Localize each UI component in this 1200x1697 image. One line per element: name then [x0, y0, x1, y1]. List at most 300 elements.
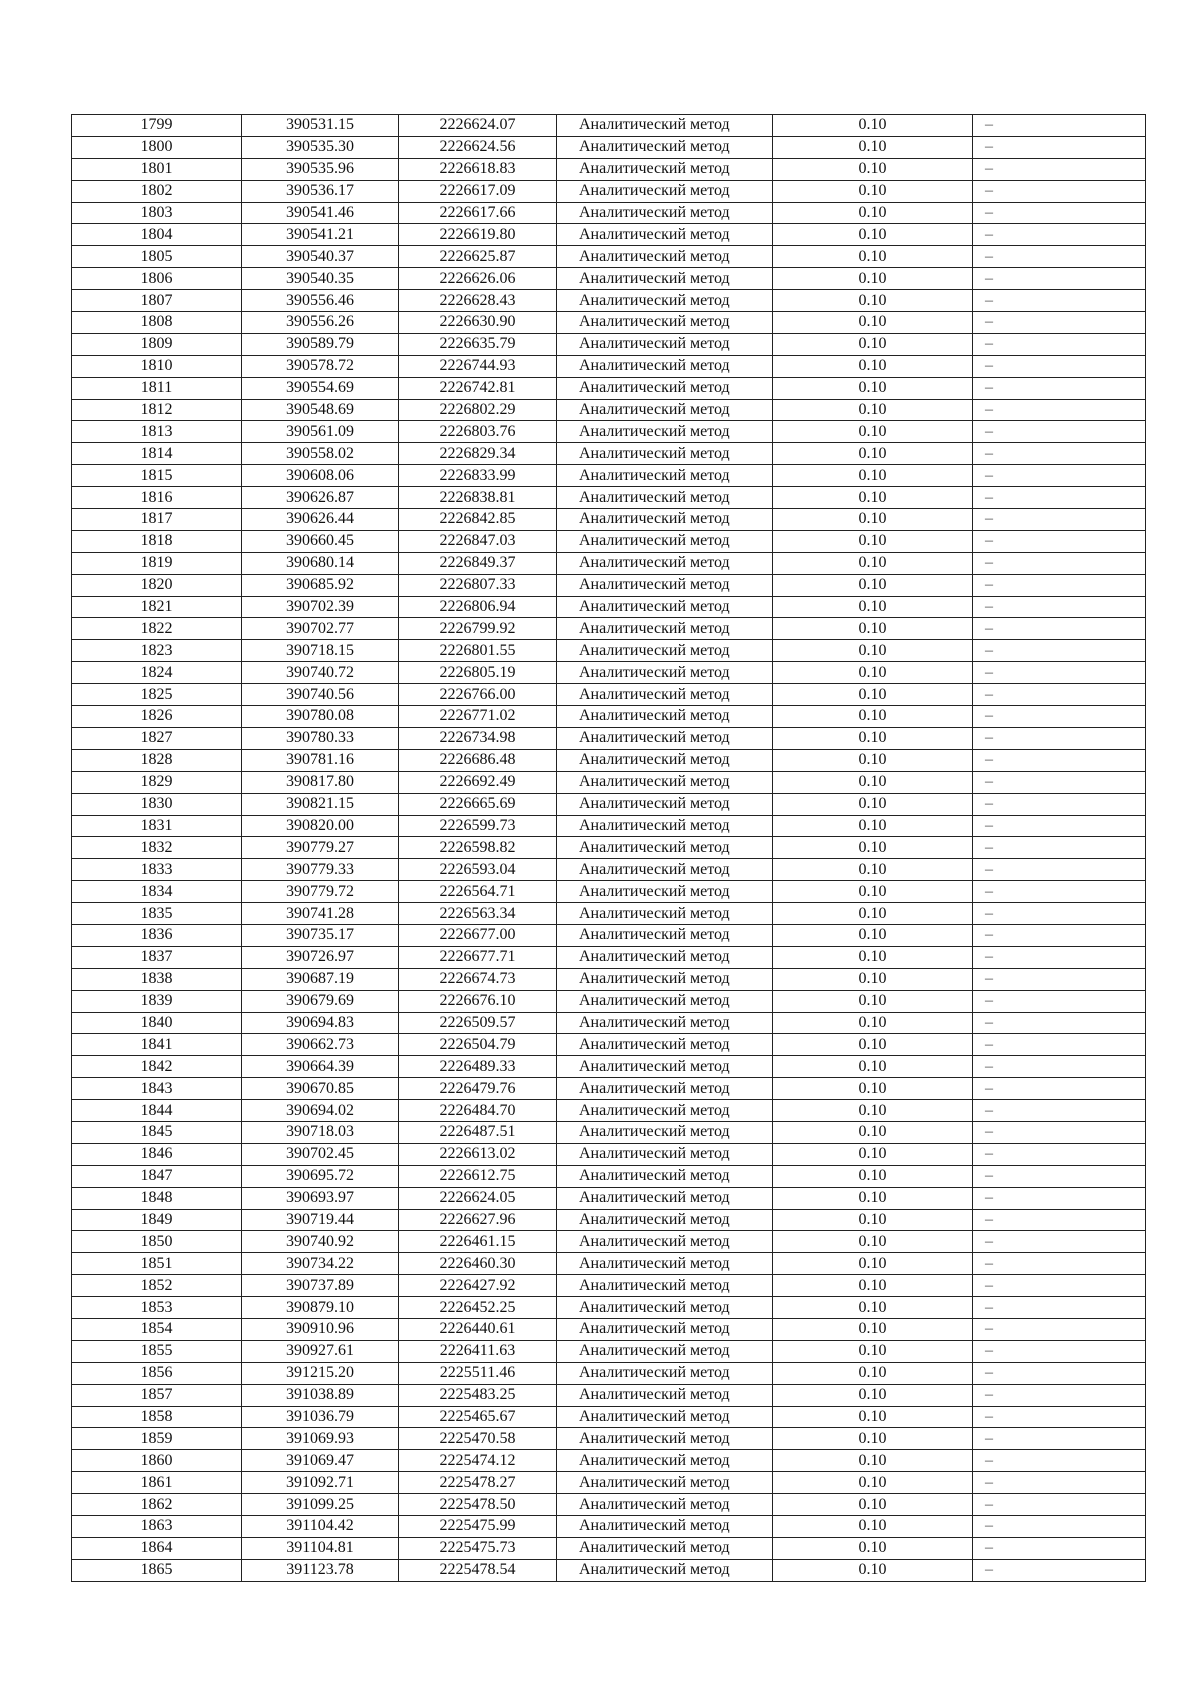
- description-cell: –: [973, 1406, 1146, 1428]
- table-row: [72, 399, 1146, 421]
- description-cell: –: [973, 1209, 1146, 1231]
- y-coordinate-cell: 2226427.92: [399, 1275, 557, 1297]
- table-row: [72, 749, 1146, 771]
- table-row: [72, 333, 1146, 355]
- method-cell: Аналитический метод: [557, 1056, 773, 1078]
- description-cell: –: [973, 202, 1146, 224]
- table-row: [72, 684, 1146, 706]
- table-row: [72, 509, 1146, 531]
- table-row: [72, 1494, 1146, 1516]
- method-cell: Аналитический метод: [557, 684, 773, 706]
- point-number-cell: 1816: [72, 487, 242, 509]
- description-cell: –: [973, 924, 1146, 946]
- y-coordinate-cell: 2226613.02: [399, 1143, 557, 1165]
- description-cell: –: [973, 268, 1146, 290]
- description-cell: –: [973, 727, 1146, 749]
- description-cell: –: [973, 749, 1146, 771]
- description-cell: –: [973, 1384, 1146, 1406]
- precision-cell: 0.10: [773, 421, 973, 443]
- y-coordinate-cell: 2226806.94: [399, 596, 557, 618]
- y-coordinate-cell: 2226833.99: [399, 465, 557, 487]
- description-cell: –: [973, 881, 1146, 903]
- point-number-cell: 1805: [72, 246, 242, 268]
- y-coordinate-cell: 2226504.79: [399, 1034, 557, 1056]
- x-coordinate-cell: 390702.39: [242, 596, 399, 618]
- precision-cell: 0.10: [773, 1450, 973, 1472]
- description-cell: –: [973, 224, 1146, 246]
- point-number-cell: 1800: [72, 136, 242, 158]
- precision-cell: 0.10: [773, 1406, 973, 1428]
- x-coordinate-cell: 390687.19: [242, 968, 399, 990]
- point-number-cell: 1820: [72, 574, 242, 596]
- table-row: [72, 115, 1146, 137]
- table-row: [72, 377, 1146, 399]
- point-number-cell: 1842: [72, 1056, 242, 1078]
- y-coordinate-cell: 2226625.87: [399, 246, 557, 268]
- method-cell: Аналитический метод: [557, 1362, 773, 1384]
- point-number-cell: 1813: [72, 421, 242, 443]
- x-coordinate-cell: 390536.17: [242, 180, 399, 202]
- y-coordinate-cell: 2225483.25: [399, 1384, 557, 1406]
- y-coordinate-cell: 2226612.75: [399, 1165, 557, 1187]
- table-row: [72, 793, 1146, 815]
- precision-cell: 0.10: [773, 771, 973, 793]
- precision-cell: 0.10: [773, 1143, 973, 1165]
- method-cell: Аналитический метод: [557, 793, 773, 815]
- x-coordinate-cell: 390693.97: [242, 1187, 399, 1209]
- x-coordinate-cell: 390740.72: [242, 662, 399, 684]
- point-number-cell: 1807: [72, 290, 242, 312]
- method-cell: Аналитический метод: [557, 1275, 773, 1297]
- precision-cell: 0.10: [773, 224, 973, 246]
- y-coordinate-cell: 2226460.30: [399, 1253, 557, 1275]
- table-row: [72, 859, 1146, 881]
- y-coordinate-cell: 2226563.34: [399, 903, 557, 925]
- method-cell: Аналитический метод: [557, 837, 773, 859]
- x-coordinate-cell: 390535.96: [242, 158, 399, 180]
- description-cell: –: [973, 1362, 1146, 1384]
- x-coordinate-cell: 390702.45: [242, 1143, 399, 1165]
- precision-cell: 0.10: [773, 1165, 973, 1187]
- table-row: [72, 1034, 1146, 1056]
- y-coordinate-cell: 2226803.76: [399, 421, 557, 443]
- precision-cell: 0.10: [773, 268, 973, 290]
- y-coordinate-cell: 2226487.51: [399, 1121, 557, 1143]
- precision-cell: 0.10: [773, 749, 973, 771]
- x-coordinate-cell: 390779.72: [242, 881, 399, 903]
- description-cell: –: [973, 859, 1146, 881]
- description-cell: –: [973, 136, 1146, 158]
- point-number-cell: 1815: [72, 465, 242, 487]
- precision-cell: 0.10: [773, 1100, 973, 1122]
- precision-cell: 0.10: [773, 815, 973, 837]
- x-coordinate-cell: 390626.44: [242, 509, 399, 531]
- precision-cell: 0.10: [773, 333, 973, 355]
- precision-cell: 0.10: [773, 290, 973, 312]
- description-cell: –: [973, 290, 1146, 312]
- table-row: [72, 946, 1146, 968]
- x-coordinate-cell: 390780.33: [242, 727, 399, 749]
- precision-cell: 0.10: [773, 1012, 973, 1034]
- precision-cell: 0.10: [773, 1472, 973, 1494]
- description-cell: –: [973, 1143, 1146, 1165]
- x-coordinate-cell: 390780.08: [242, 706, 399, 728]
- method-cell: Аналитический метод: [557, 1318, 773, 1340]
- table-row: [72, 465, 1146, 487]
- y-coordinate-cell: 2226626.06: [399, 268, 557, 290]
- x-coordinate-cell: 391092.71: [242, 1472, 399, 1494]
- point-number-cell: 1812: [72, 399, 242, 421]
- point-number-cell: 1856: [72, 1362, 242, 1384]
- precision-cell: 0.10: [773, 1034, 973, 1056]
- method-cell: Аналитический метод: [557, 1012, 773, 1034]
- precision-cell: 0.10: [773, 924, 973, 946]
- description-cell: –: [973, 618, 1146, 640]
- y-coordinate-cell: 2226619.80: [399, 224, 557, 246]
- method-cell: Аналитический метод: [557, 1494, 773, 1516]
- y-coordinate-cell: 2226849.37: [399, 552, 557, 574]
- method-cell: Аналитический метод: [557, 1078, 773, 1100]
- table-row: [72, 290, 1146, 312]
- method-cell: Аналитический метод: [557, 990, 773, 1012]
- y-coordinate-cell: 2225475.99: [399, 1516, 557, 1538]
- point-number-cell: 1849: [72, 1209, 242, 1231]
- y-coordinate-cell: 2226484.70: [399, 1100, 557, 1122]
- description-cell: –: [973, 706, 1146, 728]
- point-number-cell: 1852: [72, 1275, 242, 1297]
- precision-cell: 0.10: [773, 399, 973, 421]
- method-cell: Аналитический метод: [557, 1406, 773, 1428]
- precision-cell: 0.10: [773, 684, 973, 706]
- y-coordinate-cell: 2226628.43: [399, 290, 557, 312]
- point-number-cell: 1838: [72, 968, 242, 990]
- description-cell: –: [973, 1187, 1146, 1209]
- method-cell: Аналитический метод: [557, 1537, 773, 1559]
- method-cell: Аналитический метод: [557, 333, 773, 355]
- description-cell: –: [973, 1516, 1146, 1538]
- x-coordinate-cell: 391099.25: [242, 1494, 399, 1516]
- y-coordinate-cell: 2226624.56: [399, 136, 557, 158]
- method-cell: Аналитический метод: [557, 596, 773, 618]
- x-coordinate-cell: 390735.17: [242, 924, 399, 946]
- method-cell: Аналитический метод: [557, 224, 773, 246]
- method-cell: Аналитический метод: [557, 552, 773, 574]
- y-coordinate-cell: 2225475.73: [399, 1537, 557, 1559]
- table-row: [72, 596, 1146, 618]
- point-number-cell: 1860: [72, 1450, 242, 1472]
- table-row: [72, 268, 1146, 290]
- method-cell: Аналитический метод: [557, 1187, 773, 1209]
- x-coordinate-cell: 390608.06: [242, 465, 399, 487]
- description-cell: –: [973, 684, 1146, 706]
- method-cell: Аналитический метод: [557, 1253, 773, 1275]
- method-cell: Аналитический метод: [557, 1231, 773, 1253]
- table-row: [72, 443, 1146, 465]
- description-cell: –: [973, 509, 1146, 531]
- y-coordinate-cell: 2226618.83: [399, 158, 557, 180]
- x-coordinate-cell: 390554.69: [242, 377, 399, 399]
- method-cell: Аналитический метод: [557, 1428, 773, 1450]
- precision-cell: 0.10: [773, 1253, 973, 1275]
- description-cell: –: [973, 1318, 1146, 1340]
- y-coordinate-cell: 2226599.73: [399, 815, 557, 837]
- point-number-cell: 1804: [72, 224, 242, 246]
- table-row: [72, 1253, 1146, 1275]
- table-row: [72, 1318, 1146, 1340]
- x-coordinate-cell: 390726.97: [242, 946, 399, 968]
- description-cell: –: [973, 1559, 1146, 1581]
- method-cell: Аналитический метод: [557, 859, 773, 881]
- x-coordinate-cell: 391215.20: [242, 1362, 399, 1384]
- x-coordinate-cell: 390719.44: [242, 1209, 399, 1231]
- y-coordinate-cell: 2226452.25: [399, 1297, 557, 1319]
- y-coordinate-cell: 2226624.07: [399, 115, 557, 137]
- description-cell: –: [973, 771, 1146, 793]
- x-coordinate-cell: 390927.61: [242, 1340, 399, 1362]
- table-row: [72, 487, 1146, 509]
- method-cell: Аналитический метод: [557, 706, 773, 728]
- x-coordinate-cell: 390680.14: [242, 552, 399, 574]
- x-coordinate-cell: 390740.92: [242, 1231, 399, 1253]
- description-cell: –: [973, 487, 1146, 509]
- table-row: [72, 924, 1146, 946]
- method-cell: Аналитический метод: [557, 1516, 773, 1538]
- point-number-cell: 1837: [72, 946, 242, 968]
- description-cell: –: [973, 1253, 1146, 1275]
- table-row: [72, 530, 1146, 552]
- precision-cell: 0.10: [773, 1187, 973, 1209]
- y-coordinate-cell: 2226842.85: [399, 509, 557, 531]
- precision-cell: 0.10: [773, 1516, 973, 1538]
- precision-cell: 0.10: [773, 618, 973, 640]
- point-number-cell: 1818: [72, 530, 242, 552]
- precision-cell: 0.10: [773, 1362, 973, 1384]
- point-number-cell: 1823: [72, 640, 242, 662]
- precision-cell: 0.10: [773, 1384, 973, 1406]
- x-coordinate-cell: 390540.35: [242, 268, 399, 290]
- x-coordinate-cell: 390589.79: [242, 333, 399, 355]
- point-number-cell: 1832: [72, 837, 242, 859]
- y-coordinate-cell: 2226598.82: [399, 837, 557, 859]
- y-coordinate-cell: 2225478.27: [399, 1472, 557, 1494]
- description-cell: –: [973, 574, 1146, 596]
- description-cell: –: [973, 990, 1146, 1012]
- point-number-cell: 1843: [72, 1078, 242, 1100]
- precision-cell: 0.10: [773, 158, 973, 180]
- x-coordinate-cell: 390734.22: [242, 1253, 399, 1275]
- method-cell: Аналитический метод: [557, 487, 773, 509]
- description-cell: –: [973, 815, 1146, 837]
- method-cell: Аналитический метод: [557, 530, 773, 552]
- description-cell: –: [973, 1537, 1146, 1559]
- precision-cell: 0.10: [773, 1078, 973, 1100]
- precision-cell: 0.10: [773, 1209, 973, 1231]
- y-coordinate-cell: 2226838.81: [399, 487, 557, 509]
- method-cell: Аналитический метод: [557, 1450, 773, 1472]
- point-number-cell: 1825: [72, 684, 242, 706]
- table-row: [72, 640, 1146, 662]
- precision-cell: 0.10: [773, 574, 973, 596]
- table-row: [72, 771, 1146, 793]
- description-cell: –: [973, 1297, 1146, 1319]
- table-row: [72, 1340, 1146, 1362]
- x-coordinate-cell: 390556.46: [242, 290, 399, 312]
- x-coordinate-cell: 390548.69: [242, 399, 399, 421]
- point-number-cell: 1822: [72, 618, 242, 640]
- point-number-cell: 1861: [72, 1472, 242, 1494]
- table-row: [72, 618, 1146, 640]
- precision-cell: 0.10: [773, 509, 973, 531]
- precision-cell: 0.10: [773, 1056, 973, 1078]
- point-number-cell: 1835: [72, 903, 242, 925]
- table-row: [72, 706, 1146, 728]
- description-cell: –: [973, 1056, 1146, 1078]
- x-coordinate-cell: 390737.89: [242, 1275, 399, 1297]
- method-cell: Аналитический метод: [557, 1209, 773, 1231]
- description-cell: –: [973, 246, 1146, 268]
- table-row: [72, 1559, 1146, 1581]
- x-coordinate-cell: 390781.16: [242, 749, 399, 771]
- precision-cell: 0.10: [773, 727, 973, 749]
- y-coordinate-cell: 2225465.67: [399, 1406, 557, 1428]
- y-coordinate-cell: 2226802.29: [399, 399, 557, 421]
- x-coordinate-cell: 390718.15: [242, 640, 399, 662]
- x-coordinate-cell: 390718.03: [242, 1121, 399, 1143]
- y-coordinate-cell: 2226665.69: [399, 793, 557, 815]
- point-number-cell: 1829: [72, 771, 242, 793]
- y-coordinate-cell: 2226847.03: [399, 530, 557, 552]
- y-coordinate-cell: 2226593.04: [399, 859, 557, 881]
- precision-cell: 0.10: [773, 552, 973, 574]
- coordinates-table: [71, 114, 1146, 1582]
- x-coordinate-cell: 390558.02: [242, 443, 399, 465]
- table-row: [72, 1428, 1146, 1450]
- method-cell: Аналитический метод: [557, 202, 773, 224]
- method-cell: Аналитический метод: [557, 749, 773, 771]
- y-coordinate-cell: 2226801.55: [399, 640, 557, 662]
- precision-cell: 0.10: [773, 946, 973, 968]
- description-cell: –: [973, 1034, 1146, 1056]
- precision-cell: 0.10: [773, 640, 973, 662]
- method-cell: Аналитический метод: [557, 1034, 773, 1056]
- method-cell: Аналитический метод: [557, 968, 773, 990]
- method-cell: Аналитический метод: [557, 421, 773, 443]
- point-number-cell: 1833: [72, 859, 242, 881]
- description-cell: –: [973, 1165, 1146, 1187]
- y-coordinate-cell: 2226617.09: [399, 180, 557, 202]
- y-coordinate-cell: 2226771.02: [399, 706, 557, 728]
- y-coordinate-cell: 2225470.58: [399, 1428, 557, 1450]
- point-number-cell: 1819: [72, 552, 242, 574]
- precision-cell: 0.10: [773, 530, 973, 552]
- description-cell: –: [973, 662, 1146, 684]
- precision-cell: 0.10: [773, 837, 973, 859]
- table-row: [72, 1143, 1146, 1165]
- y-coordinate-cell: 2226692.49: [399, 771, 557, 793]
- x-coordinate-cell: 391069.93: [242, 1428, 399, 1450]
- x-coordinate-cell: 390910.96: [242, 1318, 399, 1340]
- y-coordinate-cell: 2226734.98: [399, 727, 557, 749]
- method-cell: Аналитический метод: [557, 1340, 773, 1362]
- x-coordinate-cell: 391069.47: [242, 1450, 399, 1472]
- table-row: [72, 1516, 1146, 1538]
- precision-cell: 0.10: [773, 246, 973, 268]
- table-row: [72, 158, 1146, 180]
- method-cell: Аналитический метод: [557, 509, 773, 531]
- x-coordinate-cell: 390694.02: [242, 1100, 399, 1122]
- x-coordinate-cell: 391104.81: [242, 1537, 399, 1559]
- x-coordinate-cell: 390741.28: [242, 903, 399, 925]
- point-number-cell: 1859: [72, 1428, 242, 1450]
- table-row: [72, 180, 1146, 202]
- point-number-cell: 1863: [72, 1516, 242, 1538]
- description-cell: –: [973, 312, 1146, 334]
- point-number-cell: 1827: [72, 727, 242, 749]
- description-cell: –: [973, 115, 1146, 137]
- point-number-cell: 1803: [72, 202, 242, 224]
- method-cell: Аналитический метод: [557, 881, 773, 903]
- method-cell: Аналитический метод: [557, 924, 773, 946]
- description-cell: –: [973, 903, 1146, 925]
- method-cell: Аналитический метод: [557, 180, 773, 202]
- coordinates-table-body: [72, 115, 1146, 1582]
- precision-cell: 0.10: [773, 1340, 973, 1362]
- table-row: [72, 1100, 1146, 1122]
- method-cell: Аналитический метод: [557, 903, 773, 925]
- precision-cell: 0.10: [773, 859, 973, 881]
- y-coordinate-cell: 2226807.33: [399, 574, 557, 596]
- point-number-cell: 1858: [72, 1406, 242, 1428]
- method-cell: Аналитический метод: [557, 662, 773, 684]
- point-number-cell: 1853: [72, 1297, 242, 1319]
- method-cell: Аналитический метод: [557, 815, 773, 837]
- description-cell: –: [973, 968, 1146, 990]
- table-row: [72, 1275, 1146, 1297]
- description-cell: –: [973, 1472, 1146, 1494]
- table-row: [72, 224, 1146, 246]
- y-coordinate-cell: 2226829.34: [399, 443, 557, 465]
- y-coordinate-cell: 2226627.96: [399, 1209, 557, 1231]
- table-row: [72, 355, 1146, 377]
- method-cell: Аналитический метод: [557, 136, 773, 158]
- table-row: [72, 312, 1146, 334]
- precision-cell: 0.10: [773, 355, 973, 377]
- y-coordinate-cell: 2226630.90: [399, 312, 557, 334]
- description-cell: –: [973, 530, 1146, 552]
- table-row: [72, 990, 1146, 1012]
- precision-cell: 0.10: [773, 487, 973, 509]
- table-row: [72, 421, 1146, 443]
- precision-cell: 0.10: [773, 202, 973, 224]
- x-coordinate-cell: 390556.26: [242, 312, 399, 334]
- description-cell: –: [973, 1340, 1146, 1362]
- y-coordinate-cell: 2226489.33: [399, 1056, 557, 1078]
- description-cell: –: [973, 1121, 1146, 1143]
- x-coordinate-cell: 390820.00: [242, 815, 399, 837]
- method-cell: Аналитический метод: [557, 946, 773, 968]
- method-cell: Аналитический метод: [557, 727, 773, 749]
- table-row: [72, 968, 1146, 990]
- point-number-cell: 1826: [72, 706, 242, 728]
- x-coordinate-cell: 390740.56: [242, 684, 399, 706]
- table-row: [72, 552, 1146, 574]
- table-row: [72, 1450, 1146, 1472]
- x-coordinate-cell: 390660.45: [242, 530, 399, 552]
- x-coordinate-cell: 390779.27: [242, 837, 399, 859]
- precision-cell: 0.10: [773, 443, 973, 465]
- x-coordinate-cell: 390540.37: [242, 246, 399, 268]
- table-row: [72, 727, 1146, 749]
